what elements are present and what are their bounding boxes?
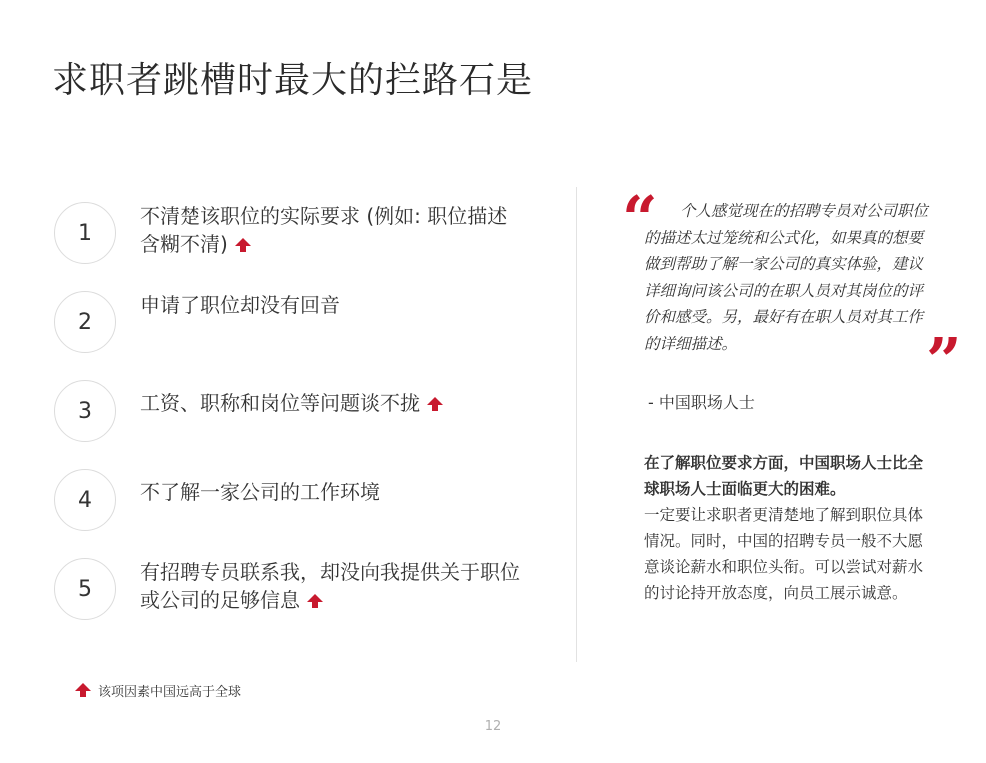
barrier-number-badge: 2 [54,291,116,353]
close-quote-mark: ” [926,324,962,397]
barrier-label: 工资、职称和岗位等问题谈不拢 [140,391,420,415]
barrier-label: 不了解一家公司的工作环境 [140,480,380,504]
barrier-item-2 [54,291,534,355]
barrier-text [140,291,520,319]
page-title: 求职者跳槽时最大的拦路石是 [52,60,534,101]
barrier-number-badge: 1 [54,202,116,264]
barrier-number-badge: 3 [54,380,116,442]
vertical-divider [576,187,577,662]
barrier-label: 有招聘专员联系我，却没向我提供关于职位或公司的足够信息 [140,560,520,612]
barrier-label: 申请了职位却没有回音 [140,293,340,317]
page-number: 12 [484,719,502,734]
up-arrow-icon [234,237,252,253]
quote-attribution: - 中国职场人士 [648,393,755,412]
quote-text: 个人感觉现在的招聘专员对公司职位的描述太过笼统和公式化，如果真的想要做到帮助了解一家公司的真实体验，建议详细询问该公司的在职人员对其岗位的评价和感受。另，最好有在职人员对其工作的详细描述。 [644,202,929,353]
legend-text: 该项因素中国远高于全球 [98,685,242,700]
insight-block [644,450,930,606]
up-arrow-icon [426,396,444,412]
employee-quote [644,198,930,357]
insight-headline: 在了解职位要求方面，中国职场人士比全球职场人士面临更大的困难。 [644,454,924,498]
barrier-number-badge: 4 [54,469,116,531]
up-arrow-icon [306,593,324,609]
barrier-text [140,202,520,258]
barrier-item-4 [54,469,534,533]
barrier-item-5 [54,558,534,622]
barrier-text [140,558,520,614]
barrier-number-badge: 5 [54,558,116,620]
up-arrow-icon [74,682,92,698]
insight-body: 一定要让求职者更清楚地了解到职位具体情况。同时，中国的招聘专员一般不大愿意谈论薪水和职位头衔。可以尝试对薪水的讨论持开放态度，向员工展示诚意。 [644,506,924,602]
legend [74,681,241,700]
barrier-item-3 [54,380,534,444]
barrier-label: 不清楚该职位的实际要求 (例如: 职位描述含糊不清) [140,204,508,256]
barrier-text [140,478,520,506]
barrier-item-1 [54,202,534,266]
open-quote-mark: “ [622,182,658,255]
barrier-text [140,389,520,417]
